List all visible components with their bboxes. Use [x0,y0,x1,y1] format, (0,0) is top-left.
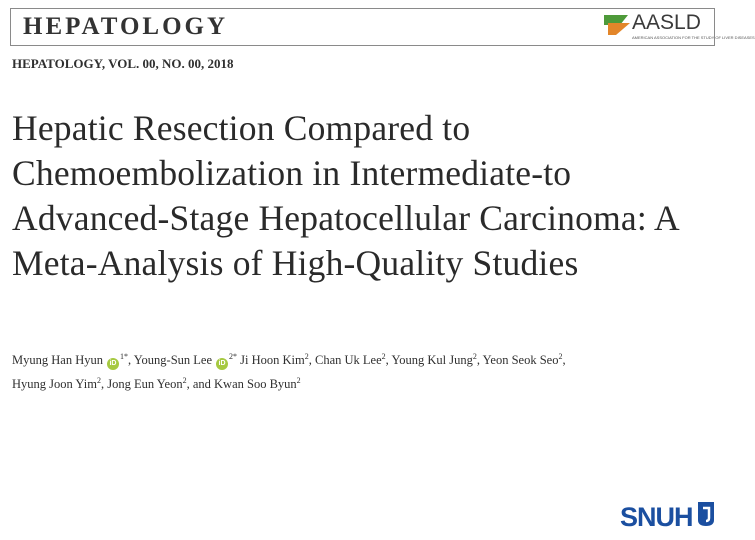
aasld-logo [602,9,755,45]
author[interactable]: Hyung Joon Yim$^2$ [12,375,101,391]
aasld-wordmark: AASLD [632,11,701,34]
snuh-emblem-icon [696,500,716,528]
aasld-tagline: AMERICAN ASSOCIATION FOR THE STUDY OF LIVER DISEASES [632,35,755,40]
article-title: Hepatic Resection Compared to Chemoembolization in Intermediate-to Advanced-Stage Hepatocellular Carcinoma: A Meta-Analysis of High-Quality Studies [12,108,678,283]
journal-header [10,8,755,46]
author[interactable]: Young Kul Jung$^2$ [391,351,477,367]
author[interactable]: Chan Uk Lee$^2$ [314,351,386,367]
orcid-icon[interactable]: iD [107,358,119,370]
citation-line: HEPATOLOGY, VOL. 00, NO. 00, 2018 [12,56,234,71]
aasld-leaf-icon [602,11,632,37]
author[interactable]: Jong Eun Yeon$^2$ [107,375,187,391]
journal-name: HEPATOLOGY [23,13,229,40]
author[interactable]: Myung Han Hyun $iD^{1*}$ [12,353,128,367]
author[interactable]: Ji Hoon Kim$^2$ [240,351,309,367]
snuh-wordmark: SNUH [620,502,693,532]
orcid-icon[interactable]: iD [216,358,228,370]
author[interactable]: Yeon Seok Seo$^2$ [482,351,563,367]
author-list: Myung Han Hyun $iD^{1*}$, Young-Sun Lee $iD^{2*}$ Ji Hoon Kim$^2$, Chan Uk Lee$^2$, Young Kul Jung$^2$, Yeon Seok Seo$^2$, Hyung Joon Yim$^2$, Jong Eun Yeon$^2$, and Kwan Soo Byun$^2$ [12,351,566,391]
snuh-logo [620,500,716,536]
author[interactable]: Young-Sun Lee $iD^{2*}$ [134,353,237,367]
author[interactable]: and Kwan Soo Byun$^2$ [192,375,301,391]
